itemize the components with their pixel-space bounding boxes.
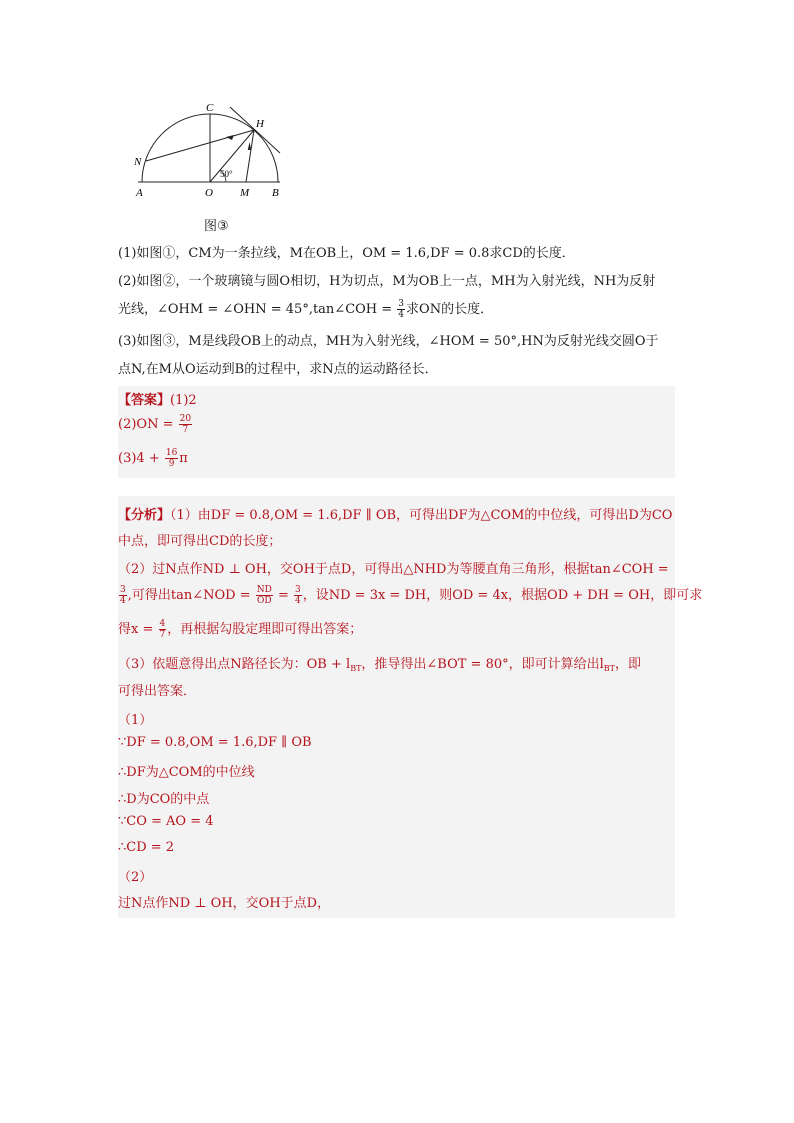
fraction: $\frac{16}{9}$ [165, 448, 178, 469]
solution-step-7: （2） [118, 870, 153, 885]
label-o: O [205, 187, 213, 199]
fraction: $\frac{4}{7}$ [159, 619, 166, 640]
question-3-line2: 点N,在M从O运动到B的过程中，求N点的运动路径长． [118, 362, 438, 377]
figure-3 [130, 95, 290, 235]
analysis-line-2: 中点，即可得出CD的长度； [118, 534, 282, 549]
label-m: M [240, 187, 250, 199]
reflected-ray-hn [146, 130, 254, 161]
analysis-line-7: 可得出答案． [118, 684, 197, 699]
fraction: $\frac{3}{4}$ [398, 299, 405, 320]
analysis-line-4: $\frac{3}{4}$ ,可得出tan∠NOD = $\frac{ND}{OD}$ = $\frac{3}{4}$ ，设ND = 3x = DH，则OD = 4x，根据OD + DH = OH，即可求 [120, 585, 703, 606]
question-2-line1: (2)如图②，一个玻璃镜与圆O相切，H为切点，M为OB上一点，MH为入射光线，NH为反射 [118, 274, 656, 289]
analysis-line-6: （3）依题意得出点N路径长为：OB + $l_{BT}$，推导得出∠BOT = 80°，即可计算给出$l_{BT}$，即 [118, 657, 642, 673]
analysis-line-1: 【分析】（1）由DF = 0.8,OM = 1.6,DF ∥ OB，可得出DF为△COM的中位线，可得出D为CO [118, 508, 673, 523]
label-angle: 50° [220, 169, 233, 179]
analysis-line-5: 得x = $\frac{4}{7}$ ，再根据勾股定理即可得出答案； [118, 619, 363, 640]
analysis-line-3: （2）过N点作ND ⊥ OH，交OH于点D，可得出△NHD为等腰直角三角形，根据tan∠COH = [118, 562, 669, 577]
label-h: H [256, 118, 264, 130]
reflected-arrow [226, 135, 234, 140]
question-1: (1)如图①，CM为一条拉线，M在OB上，OM = 1.6,DF = 0.8求CD的长度． [118, 246, 575, 261]
incident-arrow [248, 142, 251, 150]
solution-step-8: 过N点作ND ⊥ OH，交OH于点D， [118, 896, 331, 911]
label-b: B [272, 187, 279, 199]
fraction: $\frac{3}{4}$ [120, 585, 126, 606]
answer-line-2: (2)ON = $\frac{20}{7}$ [118, 414, 192, 435]
solution-step-3: ∴DF为△COM的中位线 [118, 765, 255, 780]
semicircle-diagram [130, 95, 290, 207]
label-n: N [134, 156, 142, 168]
fraction: $\frac{ND}{OD}$ [256, 585, 272, 606]
answer-label: 【答案】 [118, 393, 171, 408]
answer-block [118, 386, 675, 478]
solution-step-6: ∴CD = 2 [118, 840, 175, 855]
figure-caption: 图③ [204, 219, 229, 234]
tangent-line [230, 107, 280, 153]
solution-step-1: （1） [118, 713, 153, 728]
fraction: $\frac{3}{4}$ [295, 585, 301, 606]
label-c: C [206, 102, 214, 114]
solution-step-4: ∴D为CO的中点 [118, 792, 210, 807]
solution-step-2: ∵DF = 0.8,OM = 1.6,DF ∥ OB [118, 735, 312, 750]
fraction: $\frac{20}{7}$ [179, 414, 192, 435]
solution-step-5: ∵CO = AO = 4 [118, 814, 214, 829]
label-a: A [136, 187, 143, 199]
answer-line-3: (3)4 + $\frac{16}{9}$ π [118, 448, 188, 469]
answer-line-1: 【答案】(1)2 [118, 393, 197, 408]
question-3-line1: (3)如图③，M是线段OB上的动点，MH为入射光线，∠HOM = 50°,HN为反射光线交圆O于 [118, 334, 659, 349]
question-2-line2: 光线，∠OHM = ∠OHN = 45°,tan∠COH = $\frac{3}{4}$ 求ON的长度． [118, 299, 494, 320]
